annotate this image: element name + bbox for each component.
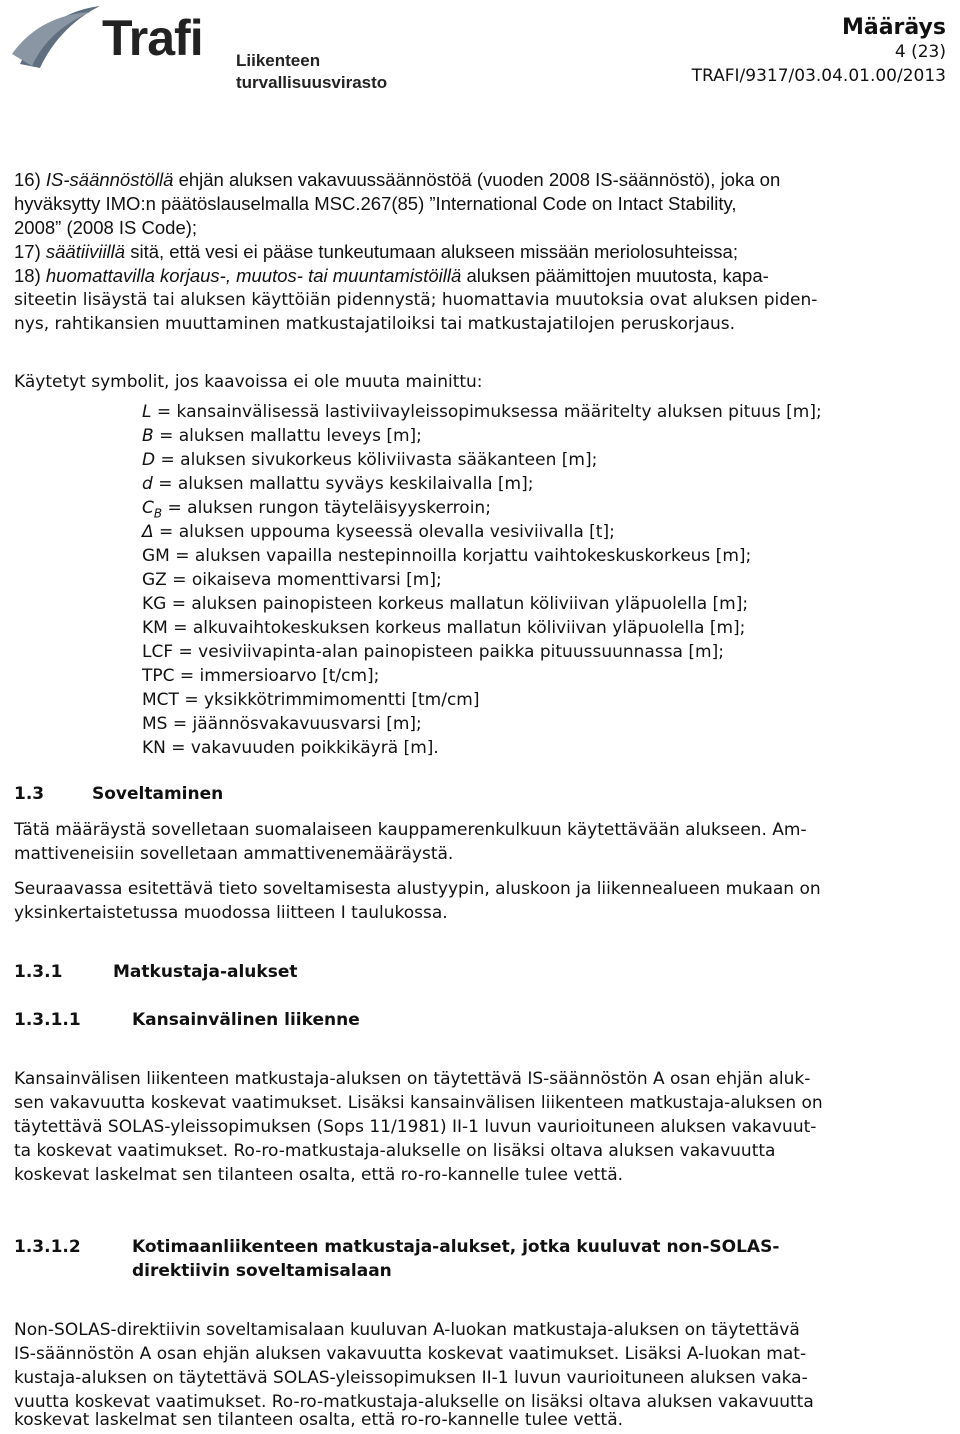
symbol-d [142,472,533,496]
section-1-3-1-2-line5: koskevat laskelmat sen tilanteen osalta, että ro-ro-kannelle tulee vettä. [14,1410,624,1430]
symbol-delta-def: = aluksen uppouma kyseessä olevalla vesiviivalla [t]; [153,522,615,542]
symbol-delta [142,520,615,544]
section-1-3-1-2-title-line1: Kotimaanliikenteen matkustaja-alukset, jotka kuuluvat non-SOLAS- [132,1237,780,1257]
section-1-3-1-title: Matkustaja-alukset [113,962,298,982]
section-1-3-1-2-line3: kustaja-aluksen on täytettävä SOLAS-yleissopimuksen II-1 luvun vaurioituneen aluksen vaka- [14,1368,808,1388]
section-1-3-1-1-line1: Kansainvälisen liikenteen matkustaja-aluksen on täytettävä IS-säännöstön A osan ehjän aluk- [14,1069,811,1089]
definition-16-line3: 2008” (2008 IS Code); [14,217,198,238]
definition-17-term: säätiiviillä [45,241,126,262]
doc-type: Määräys [841,15,946,40]
symbol-d-sym: d [142,474,153,494]
section-1-3-1-2-line4: vuutta koskevat vaatimukset. Ro-ro-matkustaja-alukselle on lisäksi oltava aluksen vakavuutta [14,1392,814,1412]
page-number: 4 (23) [894,42,946,62]
symbol-MS: MS = jäännösvakavuusvarsi [m]; [142,714,422,734]
symbols-intro: Käytetyt symbolit, jos kaavoissa ei ole muuta mainittu: [14,372,483,392]
symbol-GM: GM = aluksen vapailla nestepinnoilla korjattu vaihtokeskuskorkeus [m]; [142,546,752,566]
definition-16-text: ehjän aluksen vakavuussäännöstöä (vuoden 2008 IS-säännöstö), joka on [178,169,781,190]
symbol-D-sym: D [142,450,156,470]
logo-word: Trafi [102,10,203,66]
symbol-D [142,448,597,472]
symbol-B-sym: B [142,426,154,446]
definition-18-text: aluksen päämittojen muutosta, kapa- [466,265,769,286]
section-1-3-p1-line1: Tätä määräystä sovelletaan suomalaiseen kauppamerenkulkuun käytettävään alukseen. Am- [14,820,807,840]
definition-18-line3: nys, rahtikansien muuttaminen matkustajatiloiksi tai matkustajatilojen peruskorjaus. [14,314,736,334]
definition-17 [14,240,738,264]
document-id: TRAFI/9317/03.04.01.00/2013 [691,66,946,86]
symbol-B-def: = aluksen mallattu leveys [m]; [153,426,422,446]
symbol-CB-sym: C [142,498,154,518]
section-1-3-1-1-line5: koskevat laskelmat sen tilanteen osalta, että ro-ro-kannelle tulee vettä. [14,1165,624,1185]
section-1-3-1-2-title-line2: direktiivin soveltamisalaan [132,1261,392,1281]
definition-17-text: sitä, että vesi ei pääse tunkeutumaan alukseen missään meriolosuhteissa; [130,241,738,262]
symbol-LCF: LCF = vesiviivapinta-alan painopisteen paikka pituussuunnassa [m]; [142,642,724,662]
symbol-L [142,400,822,424]
symbol-d-def: = aluksen mallattu syväys keskilaivalla [m]; [152,474,534,494]
definition-18 [14,264,769,288]
definition-16-num: 16) [14,169,41,190]
definition-18-num: 18) [14,265,41,286]
section-1-3-1-number: 1.3.1 [14,962,63,982]
trafi-logo [10,4,450,92]
definition-18-line2: siteetin lisäystä tai aluksen käyttöiän pidennystä; huomattavia muutoksia ovat aluksen piden- [14,290,818,310]
section-1-3-1-1-line4: ta koskevat vaatimukset. Ro-ro-matkustaja-alukselle on lisäksi oltava aluksen vakavuutta [14,1141,776,1161]
section-1-3-1-1-line3: täytettävä SOLAS-yleissopimuksen (Sops 11/1981) II-1 luvun vaurioituneen aluksen vakavuut- [14,1117,817,1137]
symbol-delta-sym: Δ [142,522,154,542]
section-1-3-1-1-number: 1.3.1.1 [14,1010,81,1030]
symbol-CB-def: = aluksen rungon täyteläisyyskerroin; [162,498,491,518]
definition-16 [14,168,780,192]
definition-17-num: 17) [14,241,41,262]
logo-subtitle: Liikenteen turvallisuusvirasto [236,51,388,92]
section-1-3-p1-line2: mattiveneisiin sovelletaan ammattivenemääräystä. [14,844,454,864]
section-1-3-1-2-number: 1.3.1.2 [14,1237,81,1257]
section-1-3-p2-line2: yksinkertaistetussa muodossa liitteen I taulukossa. [14,903,448,923]
symbol-L-def: = kansainvälisessä lastiviivayleissopimuksessa määritelty aluksen pituus [m]; [151,402,822,422]
symbol-L-sym: L [142,402,152,422]
symbol-MCT: MCT = yksikkötrimmimomentti [tm/cm] [142,690,480,710]
section-1-3-1-1-title: Kansainvälinen liikenne [132,1010,360,1030]
section-1-3-title: Soveltaminen [92,784,224,804]
symbol-CB-sub: B [153,506,163,521]
definition-18-term: huomattavilla korjaus-, muutos- tai muuntamistöillä [45,265,462,286]
trafi-logo-mark-icon [10,4,102,74]
symbol-B [142,424,422,448]
symbol-KN: KN = vakavuuden poikkikäyrä [m]. [142,738,439,758]
symbol-TPC: TPC = immersioarvo [t/cm]; [142,666,380,686]
section-1-3-1-2-line2: IS-säännöstön A osan ehjän aluksen vakavuutta koskevat vaatimukset. Lisäksi A-luokan mat- [14,1344,807,1364]
section-1-3-p2-line1: Seuraavassa esitettävä tieto soveltamisesta alustyypin, aluskoon ja liikennealueen mukaan on [14,879,821,899]
definition-16-line2: hyväksytty IMO:n päätöslauselmalla MSC.267(85) ”International Code on Intact Stability, [14,193,737,214]
symbol-KG: KG = aluksen painopisteen korkeus mallatun köliviivan yläpuolella [m]; [142,594,749,614]
symbol-D-def: = aluksen sivukorkeus köliviivasta sääkanteen [m]; [155,450,598,470]
symbol-KM: KM = alkuvaihtokeskuksen korkeus mallatun köliviivan yläpuolella [m]; [142,618,746,638]
definition-16-term: IS-säännöstöllä [45,169,174,190]
section-1-3-1-1-line2: sen vakavuutta koskevat vaatimukset. Lisäksi kansainvälisen liikenteen matkustaja-aluksen on [14,1093,823,1113]
symbol-GZ: GZ = oikaiseva momenttivarsi [m]; [142,570,442,590]
section-1-3-1-2-line1: Non-SOLAS-direktiivin soveltamisalaan kuuluvan A-luokan matkustaja-aluksen on täytettävä [14,1320,800,1340]
section-1-3-number: 1.3 [14,784,45,804]
